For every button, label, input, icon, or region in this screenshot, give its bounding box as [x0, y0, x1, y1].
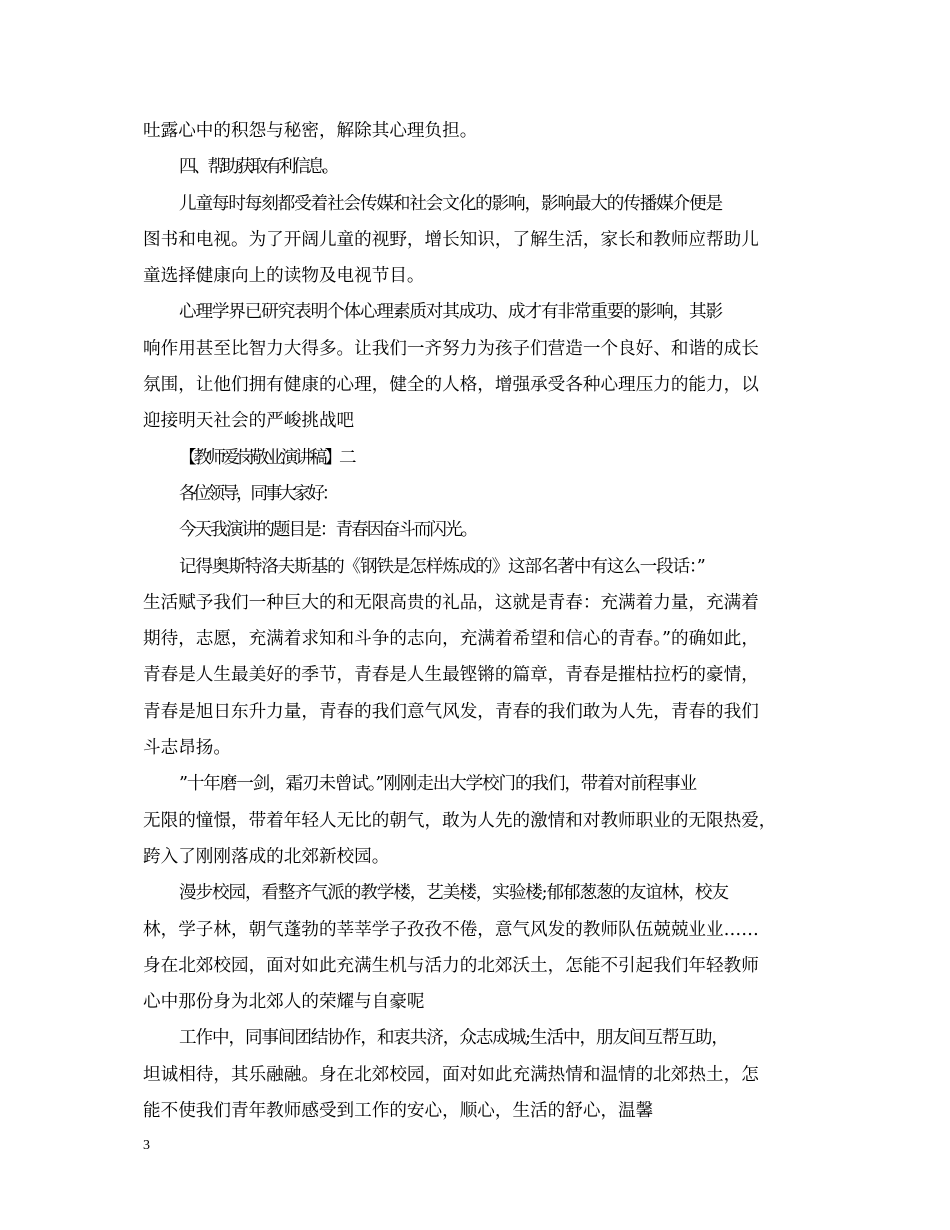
- text-line: 生活赋予我们一种巨大的和无限高贵的礼品，这就是青春：充满着力量，充满着: [143, 592, 759, 613]
- text-line: 氛围，让他们拥有健康的心理，健全的人格，增强承受各种心理压力的能力，以: [143, 375, 759, 396]
- text-line: 坦诚相待，其乐融融。身在北郊校园，面对如此充满热情和温情的北郊热土，怎: [143, 1064, 759, 1085]
- text-line: 青春是人生最美好的季节，青春是人生最铿锵的篇章，青春是摧枯拉朽的豪情，: [143, 665, 759, 686]
- text-line: 期待，志愿，充满着求知和斗争的志向，充满着希望和信心的青春。”的确如此，: [143, 629, 759, 650]
- text-line: 【教师爱岗敬业演讲稿】二: [179, 447, 354, 468]
- text-line: 跨入了刚刚落成的北郊新校园。: [143, 846, 390, 867]
- text-line: 林，学子林，朝气蓬勃的莘莘学子孜孜不倦，意气风发的教师队伍兢兢业业……: [143, 919, 759, 940]
- text-line: 童选择健康向上的读物及电视节目。: [143, 266, 425, 287]
- page-number: 3: [143, 1138, 150, 1153]
- text-line: 身在北郊校园，面对如此充满生机与活力的北郊沃土，怎能不引起我们年轻教师: [143, 955, 759, 976]
- text-line: 无限的憧憬，带着年轻人无比的朝气，敢为人先的激情和对教师职业的无限热爱，: [143, 810, 777, 831]
- text-line: 迎接明天社会的严峻挑战吧: [143, 411, 355, 432]
- text-line: 今天我演讲的题目是：青春因奋斗而闪光。: [179, 520, 477, 541]
- text-line: 各位领导，同事大家好：: [179, 483, 336, 504]
- text-line: 吐露心中的积怨与秘密，解除其心理负担。: [143, 121, 478, 141]
- text-line: 儿童每时每刻都受着社会传媒和社会文化的影响，影响最大的传播媒介便是: [179, 193, 722, 214]
- text-line: 图书和电视。为了开阔儿童的视野，增长知识，了解生活，家长和教师应帮助儿: [143, 229, 759, 250]
- text-line: 记得奥斯特洛夫斯基的《钢铁是怎样炼成的》这部名著中有这么一段话：”: [179, 556, 705, 577]
- text-line: 斗志昂扬。: [143, 738, 231, 759]
- text-line: 工作中，同事间团结协作，和衷共济，众志成城;生活中，朋友间互帮互助，: [179, 1028, 728, 1049]
- text-line: 心理学界已研究表明个体心理素质对其成功、成才有非常重要的影响，其影: [179, 302, 722, 323]
- text-line: 心中那份身为北郊人的荣耀与自豪呢: [143, 992, 425, 1013]
- text-line: 响作用甚至比智力大得多。让我们一齐努力为孩子们营造一个良好、和谐的成长: [143, 338, 759, 359]
- text-line: 能不使我们青年教师感受到工作的安心，顺心，生活的舒心，温馨: [143, 1101, 654, 1122]
- document-body: [143, 113, 823, 1129]
- text-line: 青春是旭日东升力量，青春的我们意气风发，青春的我们敢为人先，青春的我们: [143, 701, 759, 722]
- text-line: 四、帮助获取有利信息。: [179, 157, 336, 178]
- text-line: ”十年磨一剑，霜刃未曾试。”刚刚走出大学校门的我们，带着对前程事业: [179, 774, 696, 795]
- text-line: 漫步校园，看整齐气派的教学楼，艺美楼，实验楼;郁郁葱葱的友谊林，校友: [179, 883, 728, 904]
